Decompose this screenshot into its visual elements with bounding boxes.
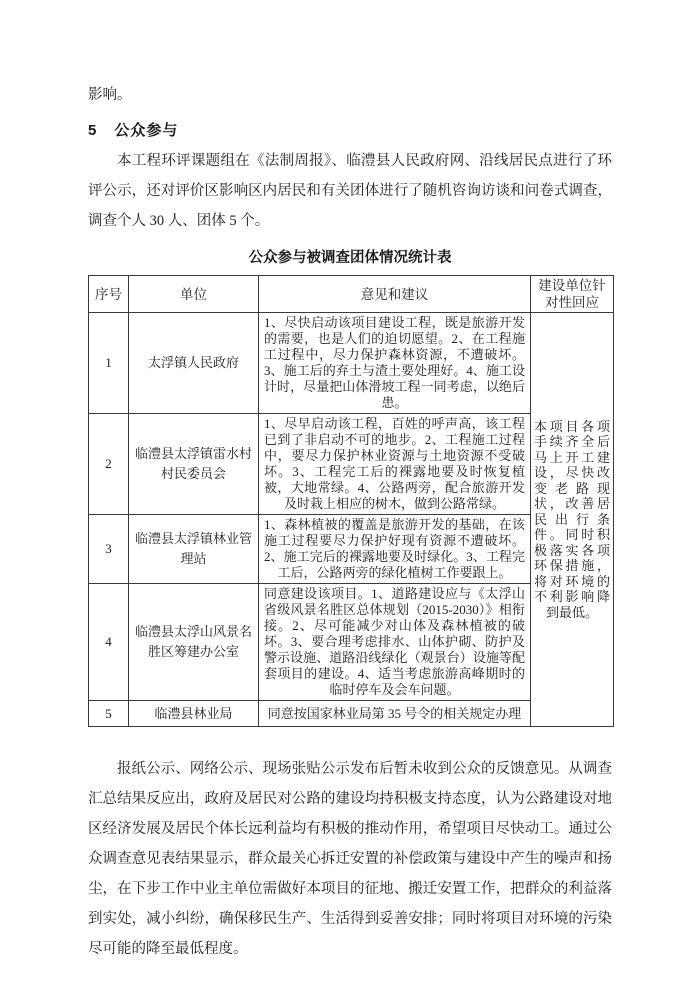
cell-opinion: 同意建设该项目。1、道路建设应与《太浮山省级风景名胜区总体规划（2015-2030）》相衔接。2、尽可能减少对山体及森林植被的破坏。3、要合理考虑排水、山体护砌、防护及警示设施、道路沿线绿化（观景台）设施等配套项目的建设。4、适当考虑旅游高峰期时的临时停车及会车问题。 [259,584,531,701]
cell-opinion: 1、尽快启动该项目建设工程，既是旅游开发的需要，也是人们的迫切愿望。2、在工程施工过程中，尽力保护森林资源，不遭破坏。3、施工后的弃土与渣土要处理好。4、施工设计时，尽量把山体滑坡工程一同考虑，以绝后患。 [259,313,531,414]
table-title: 公众参与被调查团体情况统计表 [248,250,452,266]
cell-seq-no: 1 [89,313,129,414]
cell-seq-no: 5 [89,701,129,727]
cell-opinion: 同意按国家林业局第 35 号令的相关规定办理 [259,701,531,727]
header-response: 建设单位针对性回应 [531,276,614,313]
section-number: 5 [88,122,98,139]
cell-seq-no: 2 [89,414,129,515]
section-heading [88,119,612,140]
table-row [89,313,614,414]
cell-opinion: 1、尽早启动该工程，百姓的呼声高，该工程已到了非启动不可的地步。2、工程施工过程中，要尽力保护林业资源与土地资源不受破坏。3、工程完工后的裸露地要及时恢复植被，大地常绿。4、公路两旁，配合旅游开发及时栽上相应的树木，做到公路常绿。 [259,414,531,515]
survey-table [88,275,614,727]
cell-opinion: 1、森林植被的覆盖是旅游开发的基础，在该施工过程要尽力保护好现有资源不遭破坏。2、施工完后的裸露地要及时绿化。3、工程完工后，公路两旁的绿化植树工作要跟上。 [259,515,531,584]
closing-paragraph: 报纸公示、网络公示、现场张贴公示发布后暂未收到公众的反馈意见。从调查汇总结果反应出，政府及居民对公路的建设均持积极支持态度，认为公路建设对地区经济发展及居民个体长远利益均有积极的推动作用，希望项目尽快动工。通过公众调查意见表结果显示，群众最关心拆迁安置的补偿政策与建设中产生的噪声和扬尘，在下步工作中业主单位需做好本项目的征地、搬迁安置工作，把群众的利益落到实处，减小纠纷，确保移民生产、生活得到妥善安排；同时将项目对环境的污染尽可能的降至最低程度。 [88,761,612,957]
header-opinion: 意见和建议 [259,276,531,313]
table-header-row [89,276,614,313]
cell-response-merged: 本项目各项手续齐全后马上开工建设，尽快改变老路现状，改善居民出行条件。同时积极落实各项环保措施，将对环境的不利影响降到最低。 [531,313,614,727]
cell-unit: 临澧县太浮山风景名胜区筹建办公室 [129,584,259,701]
cell-unit: 临澧县太浮镇林业管理站 [129,515,259,584]
carryover-text: 影响。 [88,87,132,103]
cell-unit: 太浮镇人民政府 [129,313,259,414]
section-title: 公众参与 [114,122,179,139]
intro-paragraph: 本工程环评课题组在《法制周报》、临澧县人民政府网、沿线居民点进行了环评公示，还对评价区影响区内居民和有关团体进行了随机咨询访谈和问卷式调查，调查个人 30 人、团体 5 个。 [88,153,612,229]
header-unit: 单位 [129,276,259,313]
cell-seq-no: 3 [89,515,129,584]
cell-unit: 临澧县太浮镇雷水村村民委员会 [129,414,259,515]
cell-seq-no: 4 [89,584,129,701]
cell-unit: 临澧县林业局 [129,701,259,727]
header-seq-no: 序号 [89,276,129,313]
